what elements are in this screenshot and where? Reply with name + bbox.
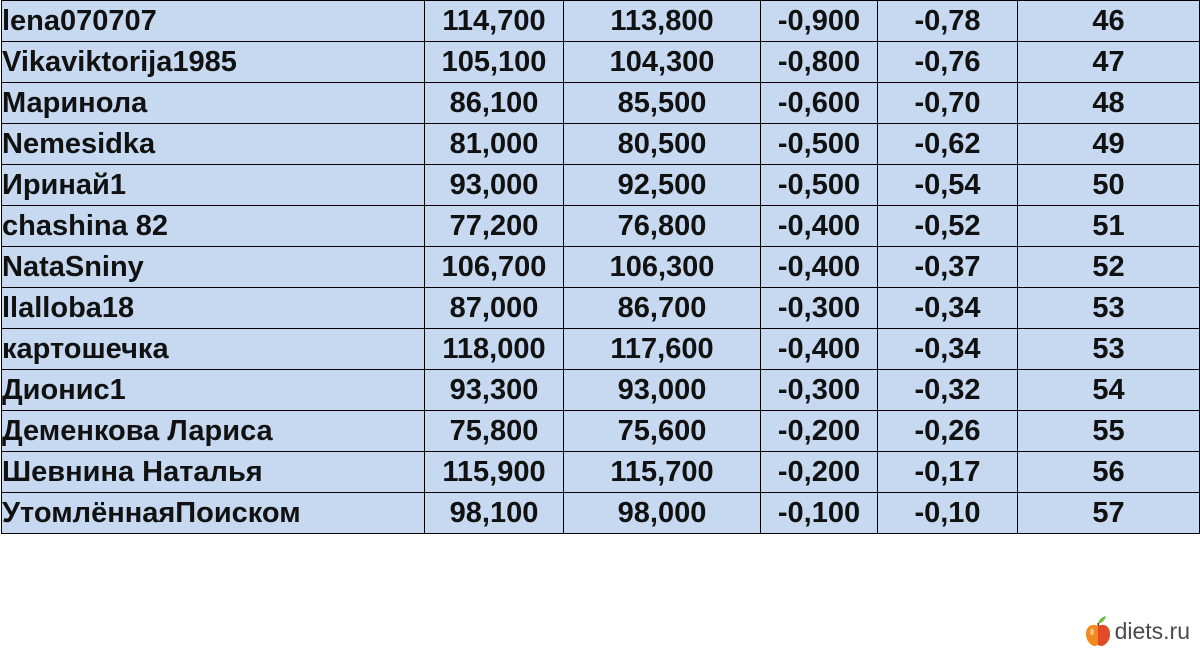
cell-current-weight: 76,800 (564, 206, 761, 247)
cell-rank: 49 (1018, 124, 1200, 165)
cell-current-weight: 93,000 (564, 370, 761, 411)
apple-icon (1084, 615, 1112, 647)
cell-current-weight: 113,800 (564, 1, 761, 42)
table-row (2, 165, 1200, 206)
cell-name: lena070707 (2, 1, 425, 42)
cell-percent: -0,76 (878, 42, 1018, 83)
cell-weight-diff: -0,400 (761, 329, 878, 370)
cell-rank: 52 (1018, 247, 1200, 288)
cell-weight-diff: -0,200 (761, 452, 878, 493)
cell-percent: -0,10 (878, 493, 1018, 534)
cell-rank: 57 (1018, 493, 1200, 534)
cell-start-weight: 105,100 (425, 42, 564, 83)
cell-current-weight: 98,000 (564, 493, 761, 534)
cell-percent: -0,78 (878, 1, 1018, 42)
cell-current-weight: 80,500 (564, 124, 761, 165)
cell-name: Nemesidka (2, 124, 425, 165)
table-row (2, 288, 1200, 329)
cell-weight-diff: -0,400 (761, 206, 878, 247)
table-row (2, 1, 1200, 42)
cell-current-weight: 104,300 (564, 42, 761, 83)
watermark (1084, 614, 1190, 648)
table-row (2, 42, 1200, 83)
cell-weight-diff: -0,500 (761, 124, 878, 165)
cell-rank: 48 (1018, 83, 1200, 124)
cell-weight-diff: -0,900 (761, 1, 878, 42)
cell-name: Иринай1 (2, 165, 425, 206)
cell-percent: -0,34 (878, 329, 1018, 370)
cell-name: Маринола (2, 83, 425, 124)
cell-start-weight: 75,800 (425, 411, 564, 452)
cell-name: картошечка (2, 329, 425, 370)
cell-weight-diff: -0,300 (761, 370, 878, 411)
cell-percent: -0,26 (878, 411, 1018, 452)
cell-current-weight: 106,300 (564, 247, 761, 288)
cell-current-weight: 75,600 (564, 411, 761, 452)
cell-start-weight: 93,000 (425, 165, 564, 206)
cell-rank: 55 (1018, 411, 1200, 452)
cell-percent: -0,54 (878, 165, 1018, 206)
cell-start-weight: 86,100 (425, 83, 564, 124)
cell-weight-diff: -0,400 (761, 247, 878, 288)
table-row (2, 206, 1200, 247)
cell-start-weight: 87,000 (425, 288, 564, 329)
cell-weight-diff: -0,100 (761, 493, 878, 534)
cell-start-weight: 115,900 (425, 452, 564, 493)
cell-name: Деменкова Лариса (2, 411, 425, 452)
cell-percent: -0,52 (878, 206, 1018, 247)
table-row (2, 83, 1200, 124)
cell-current-weight: 86,700 (564, 288, 761, 329)
cell-start-weight: 106,700 (425, 247, 564, 288)
cell-percent: -0,34 (878, 288, 1018, 329)
table-row (2, 452, 1200, 493)
cell-name: llalloba18 (2, 288, 425, 329)
cell-current-weight: 85,500 (564, 83, 761, 124)
cell-name: Vikaviktorija1985 (2, 42, 425, 83)
cell-name: УтомлённаяПоиском (2, 493, 425, 534)
cell-name: NataSniny (2, 247, 425, 288)
cell-start-weight: 77,200 (425, 206, 564, 247)
cell-start-weight: 114,700 (425, 1, 564, 42)
table-body (2, 1, 1200, 534)
cell-rank: 51 (1018, 206, 1200, 247)
cell-percent: -0,32 (878, 370, 1018, 411)
cell-start-weight: 98,100 (425, 493, 564, 534)
cell-percent: -0,62 (878, 124, 1018, 165)
cell-rank: 53 (1018, 288, 1200, 329)
watermark-text: diets.ru (1114, 617, 1190, 644)
table-row (2, 411, 1200, 452)
results-table (1, 0, 1200, 534)
cell-name: Шевнина Наталья (2, 452, 425, 493)
cell-rank: 56 (1018, 452, 1200, 493)
cell-weight-diff: -0,200 (761, 411, 878, 452)
cell-rank: 54 (1018, 370, 1200, 411)
cell-rank: 47 (1018, 42, 1200, 83)
table-row (2, 124, 1200, 165)
cell-current-weight: 117,600 (564, 329, 761, 370)
cell-rank: 50 (1018, 165, 1200, 206)
cell-current-weight: 92,500 (564, 165, 761, 206)
table-row (2, 493, 1200, 534)
cell-weight-diff: -0,800 (761, 42, 878, 83)
cell-current-weight: 115,700 (564, 452, 761, 493)
cell-percent: -0,17 (878, 452, 1018, 493)
cell-start-weight: 118,000 (425, 329, 564, 370)
table-row (2, 370, 1200, 411)
cell-start-weight: 81,000 (425, 124, 564, 165)
cell-weight-diff: -0,600 (761, 83, 878, 124)
cell-rank: 46 (1018, 1, 1200, 42)
cell-percent: -0,70 (878, 83, 1018, 124)
cell-name: Дионис1 (2, 370, 425, 411)
cell-weight-diff: -0,300 (761, 288, 878, 329)
table-row (2, 247, 1200, 288)
cell-rank: 53 (1018, 329, 1200, 370)
cell-weight-diff: -0,500 (761, 165, 878, 206)
cell-percent: -0,37 (878, 247, 1018, 288)
table-row (2, 329, 1200, 370)
cell-start-weight: 93,300 (425, 370, 564, 411)
cell-name: chashina 82 (2, 206, 425, 247)
